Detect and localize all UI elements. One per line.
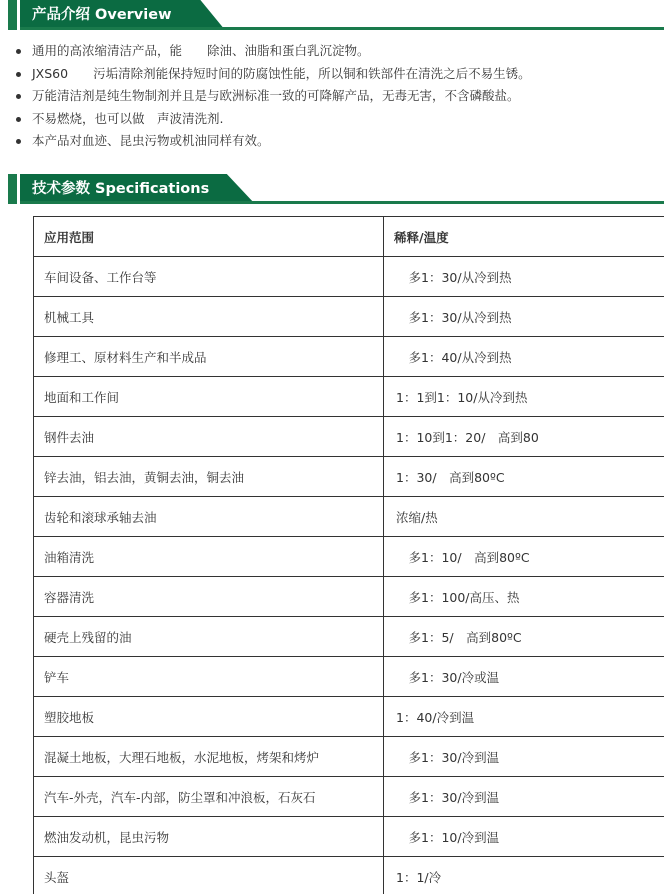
overview-item-text: 通用的高浓缩清洁产品，能 除油、油脂和蛋白乳沉淀物。: [32, 43, 370, 58]
dilution-cell: 多1：10/ 高到80ºC: [384, 537, 664, 577]
application-cell: 铲车: [34, 657, 384, 697]
dilution-cell: 多1：30/冷到温: [384, 777, 664, 817]
application-cell: 车间设备、工作台等: [34, 257, 384, 297]
bullet-icon: [16, 49, 21, 54]
table-row: [34, 777, 664, 817]
bullet-icon: [16, 72, 21, 77]
application-cell: 油箱清洗: [34, 537, 384, 577]
application-cell: 机械工具: [34, 297, 384, 337]
table-row: [34, 257, 664, 297]
application-cell: 锌去油，铝去油，黄铜去油，铜去油: [34, 457, 384, 497]
dilution-cell: 1：1到1：10/从冷到热: [384, 377, 664, 417]
table-row: [34, 857, 664, 894]
application-cell: 汽车-外壳，汽车-内部，防尘罩和冲浪板，石灰石: [34, 777, 384, 817]
overview-item: [12, 85, 660, 108]
table-row: [34, 577, 664, 617]
overview-item: [12, 63, 660, 86]
table-row: [34, 737, 664, 777]
bullet-icon: [16, 117, 21, 122]
overview-title: 产品介绍 Overview: [32, 7, 172, 23]
table-row: [34, 417, 664, 457]
overview-item-text: JXS60 污垢清除剂能保持短时间的防腐蚀性能，所以铜和铁部件在清洗之后不易生锈。: [32, 65, 531, 81]
dilution-cell: 多1：30/从冷到热: [384, 297, 664, 337]
specs-header-bar: [8, 174, 17, 204]
bullet-icon: [16, 94, 21, 99]
overview-item-text: 万能清洁剂是纯生物制剂并且是与欧洲标准一致的可降解产品，无毒无害，不含磷酸盐。: [32, 88, 520, 103]
dilution-cell: 1：40/冷到温: [384, 697, 664, 737]
table-row: [34, 457, 664, 497]
column-header-application: 应用范围: [34, 217, 384, 257]
application-cell: 硬壳上残留的油: [34, 617, 384, 657]
table-row: [34, 337, 664, 377]
overview-list: [12, 40, 660, 153]
bullet-icon: [16, 139, 21, 144]
dilution-cell: 多1：30/从冷到热: [384, 257, 664, 297]
table-row: [34, 497, 664, 537]
overview-item-text: 本产品对血迹、昆虫污物或机油同样有效。: [32, 133, 270, 148]
dilution-cell: 1：10到1：20/ 高到80: [384, 417, 664, 457]
application-cell: 塑胶地板: [34, 697, 384, 737]
overview-item: [12, 108, 660, 131]
overview-item: [12, 130, 660, 153]
application-cell: 地面和工作间: [34, 377, 384, 417]
dilution-cell: 多1：30/冷或温: [384, 657, 664, 697]
dilution-cell: 多1：40/从冷到热: [384, 337, 664, 377]
application-cell: 齿轮和滚球承轴去油: [34, 497, 384, 537]
specs-title: 技术参数 Specifications: [32, 181, 210, 197]
dilution-cell: 多1：10/冷到温: [384, 817, 664, 857]
dilution-cell: 多1：5/ 高到80ºC: [384, 617, 664, 657]
overview-header-bar: [8, 0, 17, 30]
table-row: [34, 537, 664, 577]
application-cell: 头盔: [34, 857, 384, 894]
overview-item: [12, 40, 660, 63]
overview-item-text: 不易燃烧，也可以做 声波清洗剂.: [32, 110, 224, 126]
application-cell: 燃油发动机，昆虫污物: [34, 817, 384, 857]
table-row: [34, 297, 664, 337]
dilution-cell: 1：1/冷: [384, 857, 664, 894]
table-row: [34, 377, 664, 417]
column-header-dilution: 稀释/温度: [384, 217, 664, 257]
specs-header-underline: [20, 201, 664, 204]
overview-header-underline: [20, 27, 664, 30]
application-cell: 修理工、原材料生产和半成品: [34, 337, 384, 377]
application-cell: 容器清洗: [34, 577, 384, 617]
dilution-cell: 浓缩/热: [384, 497, 664, 537]
dilution-cell: 多1：100/高压、热: [384, 577, 664, 617]
dilution-cell: 多1：30/冷到温: [384, 737, 664, 777]
table-row: [34, 657, 664, 697]
table-row: [34, 697, 664, 737]
table-row: [34, 817, 664, 857]
specs-section-header: [8, 174, 664, 204]
dilution-cell: 1：30/ 高到80ºC: [384, 457, 664, 497]
application-cell: 钢件去油: [34, 417, 384, 457]
specs-table: [33, 216, 664, 894]
table-header-row: [34, 217, 664, 257]
application-cell: 混凝土地板，大理石地板，水泥地板，烤架和烤炉: [34, 737, 384, 777]
table-row: [34, 617, 664, 657]
overview-section-header: [8, 0, 664, 30]
